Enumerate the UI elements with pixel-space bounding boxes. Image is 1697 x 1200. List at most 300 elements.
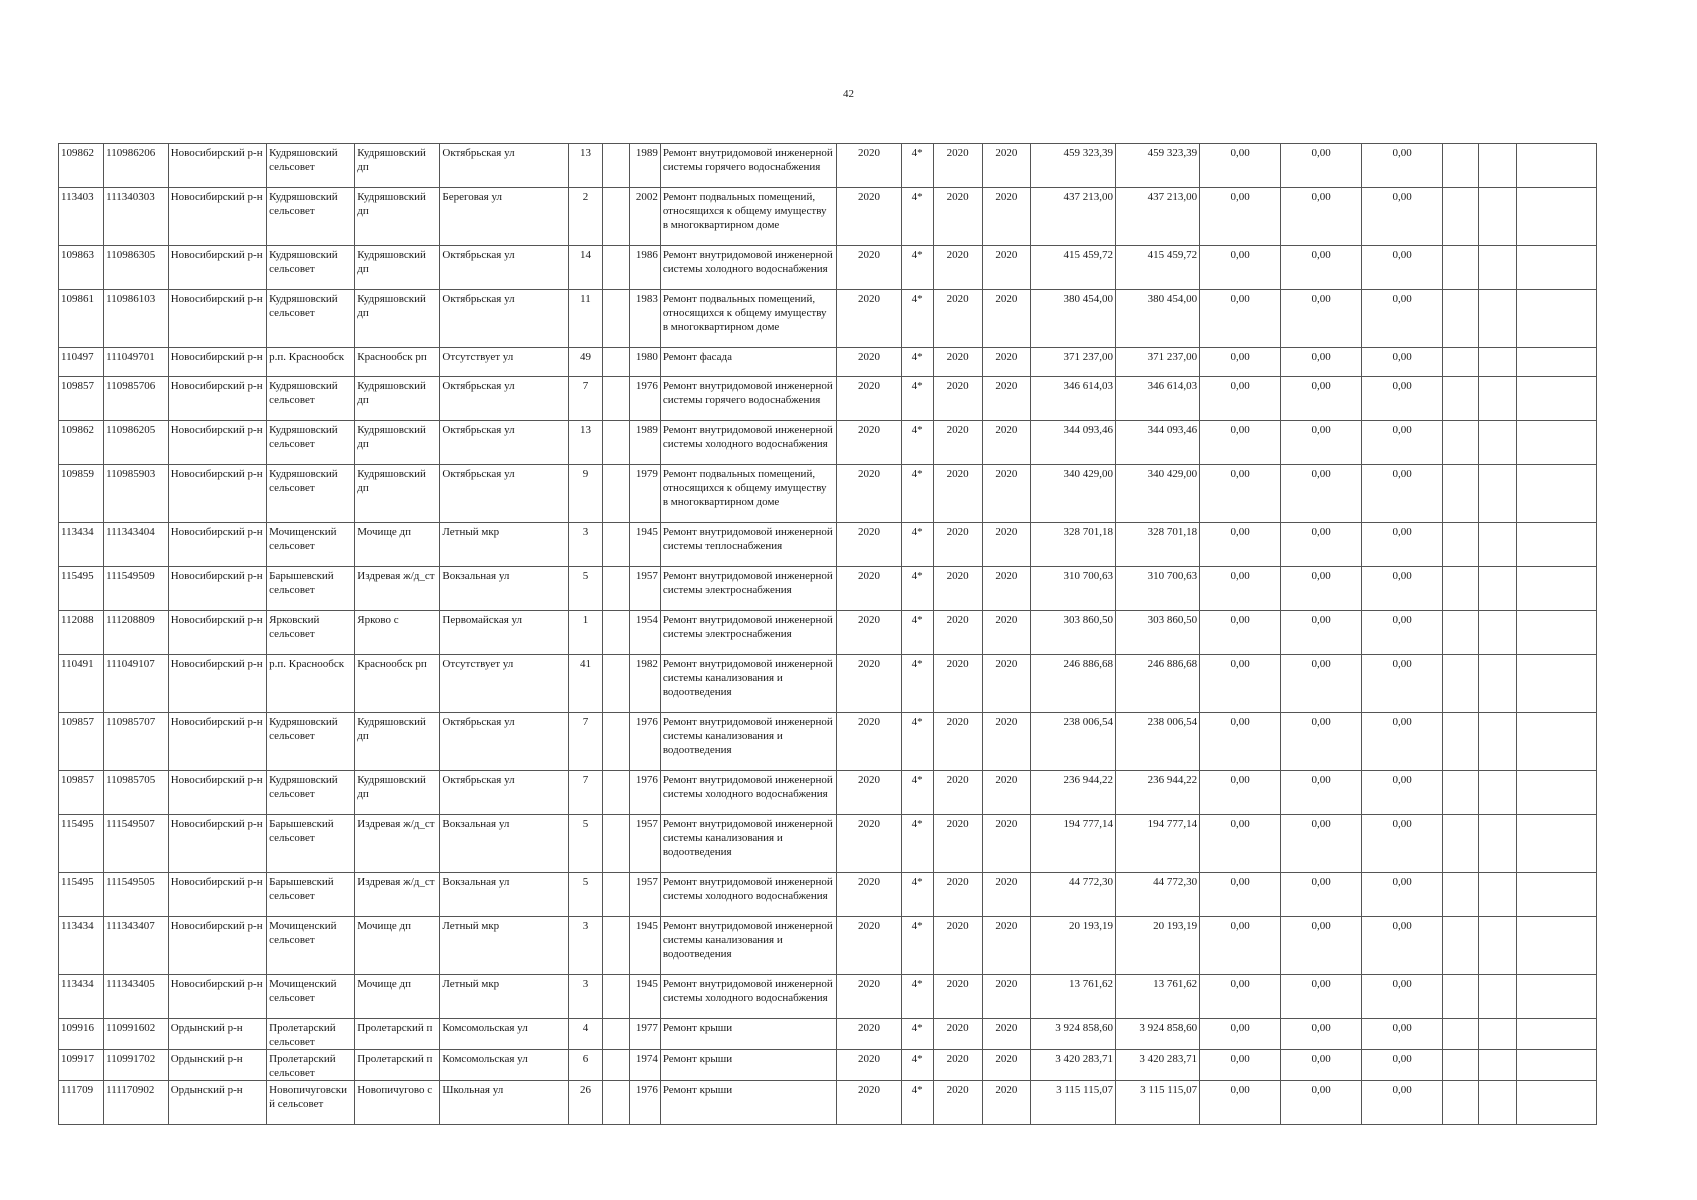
table-row [59, 1081, 1597, 1125]
row-code-cell: 110985706 [104, 377, 169, 421]
street-cell: Школьная ул [440, 1081, 568, 1125]
row-id-cell: 111709 [59, 1081, 104, 1125]
cost-cell: 459 323,39 [1116, 144, 1200, 188]
year-cell: 2020 [837, 975, 902, 1019]
row-code-cell: 110991602 [104, 1019, 169, 1050]
work-type-cell: Ремонт внутридомовой инженерной системы горячего водоснабжения [660, 377, 836, 421]
cost-cell: 194 777,14 [1116, 815, 1200, 873]
value3-cell: 0,00 [1362, 771, 1443, 815]
year-built-cell: 1957 [630, 567, 661, 611]
cost-cell: 344 093,46 [1116, 421, 1200, 465]
empty-cell [1478, 1050, 1516, 1081]
street-cell: Октябрьская ул [440, 290, 568, 348]
category-cell: 4* [901, 421, 933, 465]
row-id-cell: 109857 [59, 377, 104, 421]
house-number-cell: 3 [568, 975, 603, 1019]
street-cell: Октябрьская ул [440, 771, 568, 815]
empty-cell [1516, 713, 1596, 771]
value2-cell: 0,00 [1281, 567, 1362, 611]
empty-cell [1478, 713, 1516, 771]
empty-cell [603, 567, 630, 611]
municipality-cell: Барышевский сельсовет [267, 567, 355, 611]
end-year-cell: 2020 [982, 1081, 1030, 1125]
row-id-cell: 113403 [59, 188, 104, 246]
end-year-cell: 2020 [982, 1050, 1030, 1081]
empty-cell [1516, 290, 1596, 348]
municipality-cell: р.п. Краснообск [267, 655, 355, 713]
table-row [59, 567, 1597, 611]
value2-cell: 0,00 [1281, 188, 1362, 246]
street-cell: Октябрьская ул [440, 713, 568, 771]
year-cell: 2020 [837, 917, 902, 975]
value1-cell: 0,00 [1200, 655, 1281, 713]
locality-cell: Издревая ж/д_ст [355, 873, 440, 917]
empty-cell [1516, 1081, 1596, 1125]
empty-cell [603, 815, 630, 873]
year-cell: 2020 [837, 873, 902, 917]
empty-cell [1478, 188, 1516, 246]
work-type-cell: Ремонт внутридомовой инженерной системы канализования и водоотведения [660, 815, 836, 873]
house-number-cell: 1 [568, 611, 603, 655]
cost-cell: 3 924 858,60 [1116, 1019, 1200, 1050]
year-cell: 2020 [837, 188, 902, 246]
start-year-cell: 2020 [933, 1081, 982, 1125]
empty-cell [603, 188, 630, 246]
locality-cell: Кудряшовский дп [355, 290, 440, 348]
empty-cell [1478, 144, 1516, 188]
value3-cell: 0,00 [1362, 917, 1443, 975]
year-built-cell: 1989 [630, 144, 661, 188]
work-type-cell: Ремонт крыши [660, 1019, 836, 1050]
house-number-cell: 13 [568, 421, 603, 465]
municipality-cell: Барышевский сельсовет [267, 873, 355, 917]
street-cell: Отсутствует ул [440, 655, 568, 713]
start-year-cell: 2020 [933, 188, 982, 246]
empty-cell [1516, 1050, 1596, 1081]
empty-cell [1478, 815, 1516, 873]
cost-cell: 303 860,50 [1116, 611, 1200, 655]
street-cell: Октябрьская ул [440, 246, 568, 290]
district-cell: Новосибирский р-н [168, 611, 266, 655]
start-year-cell: 2020 [933, 144, 982, 188]
empty-cell [1516, 567, 1596, 611]
row-code-cell: 111049107 [104, 655, 169, 713]
year-cell: 2020 [837, 421, 902, 465]
work-type-cell: Ремонт внутридомовой инженерной системы канализования и водоотведения [660, 917, 836, 975]
table-body [59, 144, 1597, 1125]
value2-cell: 0,00 [1281, 713, 1362, 771]
table-row [59, 144, 1597, 188]
municipality-cell: Пролетарский сельсовет [267, 1019, 355, 1050]
table-row [59, 975, 1597, 1019]
year-cell: 2020 [837, 611, 902, 655]
cost-cell: 380 454,00 [1116, 290, 1200, 348]
table-row [59, 655, 1597, 713]
value2-cell: 0,00 [1281, 975, 1362, 1019]
municipality-cell: Кудряшовский сельсовет [267, 713, 355, 771]
year-cell: 2020 [837, 815, 902, 873]
empty-cell [603, 873, 630, 917]
locality-cell: Новопичугово с [355, 1081, 440, 1125]
year-built-cell: 1976 [630, 377, 661, 421]
value3-cell: 0,00 [1362, 377, 1443, 421]
category-cell: 4* [901, 188, 933, 246]
start-year-cell: 2020 [933, 1050, 982, 1081]
municipality-cell: Ярковский сельсовет [267, 611, 355, 655]
year-cell: 2020 [837, 1019, 902, 1050]
work-type-cell: Ремонт внутридомовой инженерной системы холодного водоснабжения [660, 246, 836, 290]
street-cell: Октябрьская ул [440, 421, 568, 465]
work-type-cell: Ремонт подвальных помещений, относящихся к общему имуществу в многоквартирном доме [660, 188, 836, 246]
district-cell: Новосибирский р-н [168, 917, 266, 975]
street-cell: Вокзальная ул [440, 567, 568, 611]
municipality-cell: Кудряшовский сельсовет [267, 771, 355, 815]
cost-cell: 238 006,54 [1116, 713, 1200, 771]
empty-cell [1516, 975, 1596, 1019]
empty-cell [603, 1019, 630, 1050]
row-id-cell: 109863 [59, 246, 104, 290]
locality-cell: Кудряшовский дп [355, 188, 440, 246]
empty-cell [1478, 611, 1516, 655]
value1-cell: 0,00 [1200, 246, 1281, 290]
cost-cell: 3 420 283,71 [1116, 1050, 1200, 1081]
value3-cell: 0,00 [1362, 1081, 1443, 1125]
municipality-cell: Кудряшовский сельсовет [267, 144, 355, 188]
street-cell: Вокзальная ул [440, 873, 568, 917]
year-cell: 2020 [837, 348, 902, 377]
cost-cell: 310 700,63 [1116, 567, 1200, 611]
work-type-cell: Ремонт внутридомовой инженерной системы горячего водоснабжения [660, 144, 836, 188]
total-cost-cell: 303 860,50 [1030, 611, 1115, 655]
empty-cell [1443, 917, 1479, 975]
end-year-cell: 2020 [982, 611, 1030, 655]
house-number-cell: 3 [568, 523, 603, 567]
row-code-cell: 111549505 [104, 873, 169, 917]
year-built-cell: 1974 [630, 1050, 661, 1081]
street-cell: Вокзальная ул [440, 815, 568, 873]
cost-cell: 328 701,18 [1116, 523, 1200, 567]
start-year-cell: 2020 [933, 917, 982, 975]
house-number-cell: 41 [568, 655, 603, 713]
empty-cell [1443, 611, 1479, 655]
district-cell: Новосибирский р-н [168, 348, 266, 377]
category-cell: 4* [901, 655, 933, 713]
empty-cell [1443, 290, 1479, 348]
empty-cell [1443, 873, 1479, 917]
category-cell: 4* [901, 567, 933, 611]
cost-cell: 3 115 115,07 [1116, 1081, 1200, 1125]
empty-cell [1478, 771, 1516, 815]
year-cell: 2020 [837, 1050, 902, 1081]
table-row [59, 377, 1597, 421]
year-built-cell: 1983 [630, 290, 661, 348]
cost-cell: 346 614,03 [1116, 377, 1200, 421]
empty-cell [1478, 523, 1516, 567]
table-row [59, 465, 1597, 523]
start-year-cell: 2020 [933, 655, 982, 713]
cost-cell: 415 459,72 [1116, 246, 1200, 290]
row-id-cell: 109857 [59, 771, 104, 815]
municipality-cell: р.п. Краснообск [267, 348, 355, 377]
start-year-cell: 2020 [933, 815, 982, 873]
year-cell: 2020 [837, 1081, 902, 1125]
value1-cell: 0,00 [1200, 465, 1281, 523]
empty-cell [603, 1081, 630, 1125]
value1-cell: 0,00 [1200, 713, 1281, 771]
value3-cell: 0,00 [1362, 655, 1443, 713]
empty-cell [1443, 1019, 1479, 1050]
value1-cell: 0,00 [1200, 1081, 1281, 1125]
municipality-cell: Барышевский сельсовет [267, 815, 355, 873]
value1-cell: 0,00 [1200, 975, 1281, 1019]
row-code-cell: 111343405 [104, 975, 169, 1019]
row-id-cell: 109862 [59, 144, 104, 188]
value2-cell: 0,00 [1281, 1050, 1362, 1081]
row-code-cell: 111208809 [104, 611, 169, 655]
value2-cell: 0,00 [1281, 290, 1362, 348]
value2-cell: 0,00 [1281, 465, 1362, 523]
cost-cell: 437 213,00 [1116, 188, 1200, 246]
category-cell: 4* [901, 713, 933, 771]
empty-cell [1443, 421, 1479, 465]
year-built-cell: 1945 [630, 523, 661, 567]
empty-cell [1516, 348, 1596, 377]
locality-cell: Краснообск рп [355, 348, 440, 377]
row-id-cell: 113434 [59, 523, 104, 567]
year-built-cell: 1945 [630, 917, 661, 975]
empty-cell [1478, 348, 1516, 377]
locality-cell: Издревая ж/д_ст [355, 567, 440, 611]
category-cell: 4* [901, 611, 933, 655]
value3-cell: 0,00 [1362, 523, 1443, 567]
row-code-cell: 111343407 [104, 917, 169, 975]
row-id-cell: 115495 [59, 815, 104, 873]
street-cell: Октябрьская ул [440, 144, 568, 188]
year-cell: 2020 [837, 465, 902, 523]
category-cell: 4* [901, 144, 933, 188]
end-year-cell: 2020 [982, 1019, 1030, 1050]
start-year-cell: 2020 [933, 771, 982, 815]
municipality-cell: Мочищенский сельсовет [267, 523, 355, 567]
empty-cell [1516, 815, 1596, 873]
empty-cell [1478, 465, 1516, 523]
municipality-cell: Кудряшовский сельсовет [267, 246, 355, 290]
row-code-cell: 110986205 [104, 421, 169, 465]
total-cost-cell: 459 323,39 [1030, 144, 1115, 188]
row-code-cell: 110991702 [104, 1050, 169, 1081]
year-built-cell: 1982 [630, 655, 661, 713]
category-cell: 4* [901, 465, 933, 523]
table-row [59, 188, 1597, 246]
empty-cell [603, 917, 630, 975]
work-type-cell: Ремонт подвальных помещений, относящихся к общему имуществу в многоквартирном доме [660, 465, 836, 523]
value1-cell: 0,00 [1200, 917, 1281, 975]
year-cell: 2020 [837, 655, 902, 713]
value1-cell: 0,00 [1200, 567, 1281, 611]
empty-cell [1516, 771, 1596, 815]
table-row [59, 917, 1597, 975]
empty-cell [1443, 815, 1479, 873]
row-id-cell: 109857 [59, 713, 104, 771]
total-cost-cell: 371 237,00 [1030, 348, 1115, 377]
house-number-cell: 14 [568, 246, 603, 290]
locality-cell: Ярково с [355, 611, 440, 655]
house-number-cell: 6 [568, 1050, 603, 1081]
district-cell: Новосибирский р-н [168, 873, 266, 917]
value2-cell: 0,00 [1281, 655, 1362, 713]
cost-cell: 236 944,22 [1116, 771, 1200, 815]
total-cost-cell: 20 193,19 [1030, 917, 1115, 975]
work-type-cell: Ремонт внутридомовой инженерной системы холодного водоснабжения [660, 975, 836, 1019]
house-number-cell: 4 [568, 1019, 603, 1050]
locality-cell: Кудряшовский дп [355, 465, 440, 523]
house-number-cell: 2 [568, 188, 603, 246]
row-code-cell: 110985707 [104, 713, 169, 771]
value2-cell: 0,00 [1281, 523, 1362, 567]
cost-cell: 371 237,00 [1116, 348, 1200, 377]
house-number-cell: 5 [568, 873, 603, 917]
row-id-cell: 113434 [59, 917, 104, 975]
category-cell: 4* [901, 917, 933, 975]
empty-cell [1443, 377, 1479, 421]
house-number-cell: 26 [568, 1081, 603, 1125]
work-type-cell: Ремонт крыши [660, 1050, 836, 1081]
empty-cell [603, 523, 630, 567]
end-year-cell: 2020 [982, 421, 1030, 465]
category-cell: 4* [901, 377, 933, 421]
category-cell: 4* [901, 815, 933, 873]
total-cost-cell: 238 006,54 [1030, 713, 1115, 771]
value2-cell: 0,00 [1281, 611, 1362, 655]
work-type-cell: Ремонт внутридомовой инженерной системы холодного водоснабжения [660, 771, 836, 815]
municipality-cell: Пролетарский сельсовет [267, 1050, 355, 1081]
empty-cell [603, 377, 630, 421]
district-cell: Новосибирский р-н [168, 144, 266, 188]
year-built-cell: 1977 [630, 1019, 661, 1050]
start-year-cell: 2020 [933, 873, 982, 917]
district-cell: Новосибирский р-н [168, 815, 266, 873]
value3-cell: 0,00 [1362, 815, 1443, 873]
locality-cell: Пролетарский п [355, 1019, 440, 1050]
value2-cell: 0,00 [1281, 144, 1362, 188]
house-number-cell: 7 [568, 713, 603, 771]
end-year-cell: 2020 [982, 655, 1030, 713]
end-year-cell: 2020 [982, 188, 1030, 246]
end-year-cell: 2020 [982, 713, 1030, 771]
start-year-cell: 2020 [933, 713, 982, 771]
district-cell: Новосибирский р-н [168, 246, 266, 290]
total-cost-cell: 310 700,63 [1030, 567, 1115, 611]
empty-cell [1516, 873, 1596, 917]
year-cell: 2020 [837, 377, 902, 421]
street-cell: Летный мкр [440, 917, 568, 975]
start-year-cell: 2020 [933, 611, 982, 655]
work-type-cell: Ремонт подвальных помещений, относящихся к общему имуществу в многоквартирном доме [660, 290, 836, 348]
district-cell: Ордынский р-н [168, 1081, 266, 1125]
value3-cell: 0,00 [1362, 975, 1443, 1019]
district-cell: Новосибирский р-н [168, 567, 266, 611]
value2-cell: 0,00 [1281, 1081, 1362, 1125]
end-year-cell: 2020 [982, 873, 1030, 917]
year-built-cell: 1945 [630, 975, 661, 1019]
value3-cell: 0,00 [1362, 290, 1443, 348]
start-year-cell: 2020 [933, 465, 982, 523]
empty-cell [1516, 377, 1596, 421]
year-cell: 2020 [837, 567, 902, 611]
empty-cell [603, 290, 630, 348]
empty-cell [603, 713, 630, 771]
municipality-cell: Мочищенский сельсовет [267, 975, 355, 1019]
work-type-cell: Ремонт внутридомовой инженерной системы теплоснабжения [660, 523, 836, 567]
end-year-cell: 2020 [982, 465, 1030, 523]
year-cell: 2020 [837, 290, 902, 348]
category-cell: 4* [901, 348, 933, 377]
cost-cell: 340 429,00 [1116, 465, 1200, 523]
row-id-cell: 109859 [59, 465, 104, 523]
district-cell: Новосибирский р-н [168, 713, 266, 771]
street-cell: Октябрьская ул [440, 377, 568, 421]
value3-cell: 0,00 [1362, 1019, 1443, 1050]
total-cost-cell: 3 420 283,71 [1030, 1050, 1115, 1081]
district-cell: Новосибирский р-н [168, 188, 266, 246]
empty-cell [603, 1050, 630, 1081]
house-number-cell: 5 [568, 815, 603, 873]
house-number-cell: 7 [568, 377, 603, 421]
row-code-cell: 110985705 [104, 771, 169, 815]
total-cost-cell: 346 614,03 [1030, 377, 1115, 421]
value2-cell: 0,00 [1281, 873, 1362, 917]
empty-cell [1516, 246, 1596, 290]
category-cell: 4* [901, 1081, 933, 1125]
empty-cell [603, 611, 630, 655]
value3-cell: 0,00 [1362, 144, 1443, 188]
empty-cell [1516, 188, 1596, 246]
total-cost-cell: 344 093,46 [1030, 421, 1115, 465]
row-id-cell: 109917 [59, 1050, 104, 1081]
value1-cell: 0,00 [1200, 523, 1281, 567]
locality-cell: Мочище дп [355, 917, 440, 975]
row-id-cell: 109861 [59, 290, 104, 348]
district-cell: Новосибирский р-н [168, 377, 266, 421]
value2-cell: 0,00 [1281, 348, 1362, 377]
value1-cell: 0,00 [1200, 377, 1281, 421]
table-row [59, 1050, 1597, 1081]
empty-cell [1443, 771, 1479, 815]
street-cell: Комсомольская ул [440, 1050, 568, 1081]
value1-cell: 0,00 [1200, 290, 1281, 348]
value3-cell: 0,00 [1362, 611, 1443, 655]
row-code-cell: 111170902 [104, 1081, 169, 1125]
empty-cell [603, 975, 630, 1019]
empty-cell [603, 246, 630, 290]
year-built-cell: 1986 [630, 246, 661, 290]
end-year-cell: 2020 [982, 246, 1030, 290]
category-cell: 4* [901, 1050, 933, 1081]
value2-cell: 0,00 [1281, 1019, 1362, 1050]
year-built-cell: 1976 [630, 1081, 661, 1125]
end-year-cell: 2020 [982, 523, 1030, 567]
empty-cell [1478, 917, 1516, 975]
empty-cell [603, 771, 630, 815]
start-year-cell: 2020 [933, 421, 982, 465]
value3-cell: 0,00 [1362, 567, 1443, 611]
work-type-cell: Ремонт внутридомовой инженерной системы холодного водоснабжения [660, 873, 836, 917]
table-row [59, 246, 1597, 290]
empty-cell [603, 421, 630, 465]
category-cell: 4* [901, 1019, 933, 1050]
district-cell: Новосибирский р-н [168, 290, 266, 348]
empty-cell [1478, 290, 1516, 348]
